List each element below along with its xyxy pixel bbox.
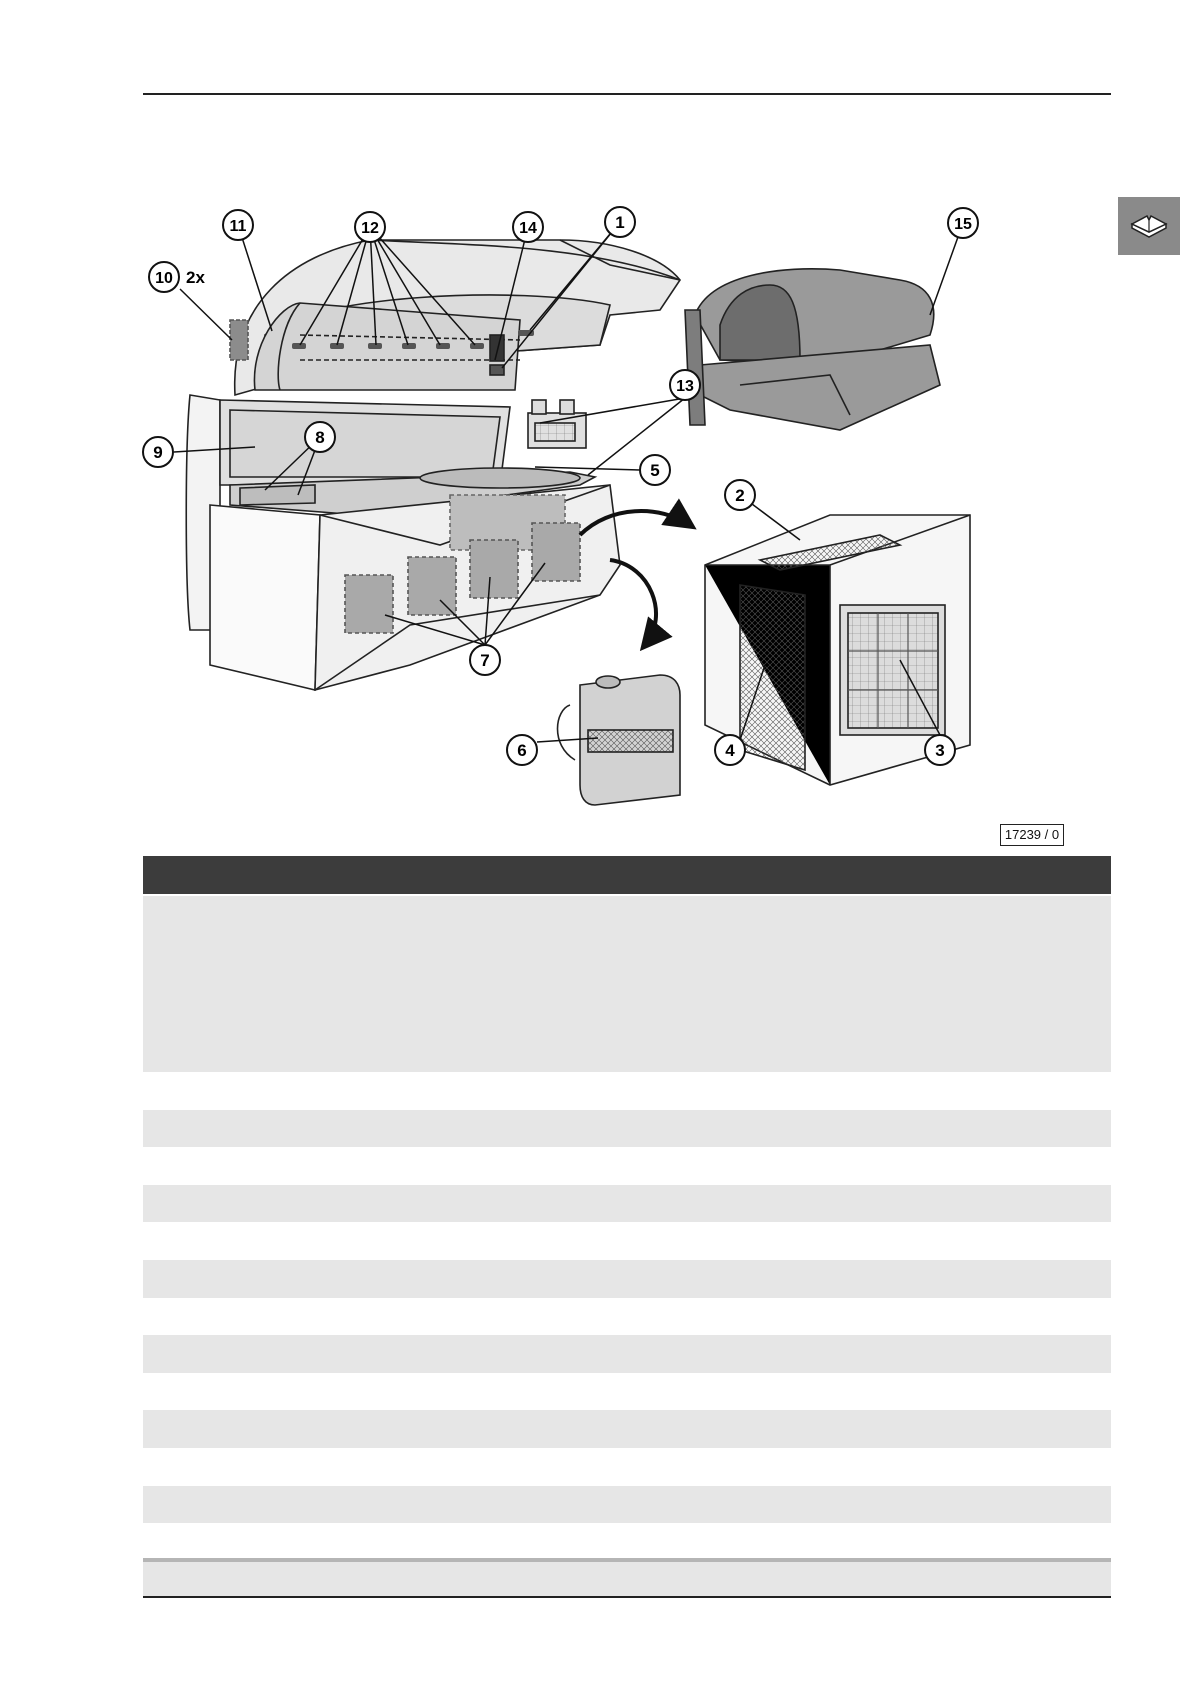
table-end-rule (143, 1558, 1111, 1562)
callout-14 (513, 212, 543, 242)
svg-text:11: 11 (229, 218, 247, 235)
callout-9 (143, 437, 173, 467)
callout-3 (925, 735, 955, 765)
svg-text:6: 6 (517, 741, 527, 760)
table-row (143, 1222, 1111, 1260)
tanning-bed-illustration (140, 185, 1090, 850)
figure-id-label: 17239 / 0 (1000, 824, 1064, 846)
open-book-icon (1129, 212, 1169, 240)
table-row (143, 1410, 1111, 1448)
table-row (143, 1260, 1111, 1298)
callout-11 (223, 210, 253, 240)
table-row (143, 1147, 1111, 1185)
table-row (143, 1335, 1111, 1373)
footer-rule (143, 1596, 1111, 1598)
svg-text:13: 13 (676, 378, 694, 395)
svg-text:12: 12 (361, 220, 379, 237)
table-row (143, 1448, 1111, 1486)
closed-tanning-bed (685, 269, 940, 430)
table-row (143, 896, 1111, 1072)
callout-6 (507, 735, 537, 765)
svg-text:5: 5 (650, 461, 660, 480)
svg-text:9: 9 (153, 443, 163, 462)
parts-table (143, 896, 1111, 1636)
table-row (143, 1598, 1111, 1636)
parts-table-header (143, 856, 1111, 894)
svg-text:14: 14 (519, 220, 537, 237)
svg-text:3: 3 (935, 741, 945, 760)
callout-7 (470, 645, 500, 675)
svg-text:15: 15 (954, 216, 972, 233)
callout-10 (149, 262, 179, 292)
table-row (143, 1561, 1111, 1599)
chapter-tab[interactable] (1118, 197, 1180, 255)
callout-1 (605, 207, 635, 237)
device-figure (140, 185, 1090, 850)
callout-15 (948, 208, 978, 238)
header-rule (143, 93, 1111, 95)
table-row (143, 1486, 1111, 1524)
callout-8 (305, 422, 335, 452)
table-row (143, 1373, 1111, 1411)
multiplier-label: 2x (186, 268, 205, 287)
table-row (143, 1523, 1111, 1561)
callout-12 (355, 212, 385, 242)
table-row (143, 1072, 1111, 1110)
table-row (143, 1110, 1111, 1148)
tanning-bed (186, 240, 680, 690)
callout-13 (670, 370, 700, 400)
svg-text:7: 7 (480, 651, 490, 670)
callout-5 (640, 455, 670, 485)
svg-text:1: 1 (615, 213, 625, 232)
table-row (143, 1298, 1111, 1336)
table-row (143, 1185, 1111, 1223)
callout-2 (725, 480, 755, 510)
svg-text:8: 8 (315, 428, 325, 447)
svg-text:2: 2 (735, 486, 745, 505)
callout-4 (715, 735, 745, 765)
svg-text:4: 4 (725, 741, 735, 760)
svg-text:10: 10 (155, 270, 173, 287)
